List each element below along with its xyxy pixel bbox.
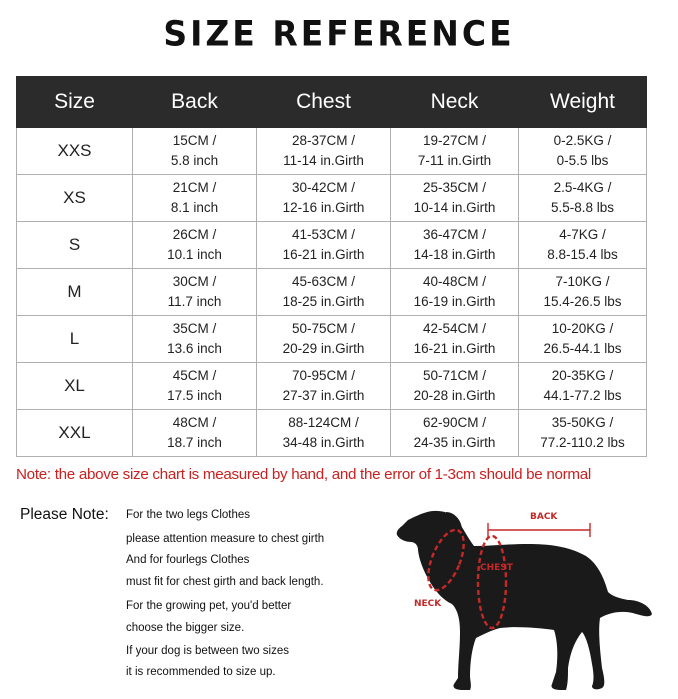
table-row (17, 363, 647, 410)
chest-cell-line: 27-37 in.Girth (282, 388, 365, 403)
back-cell-line: 8.1 inch (170, 200, 219, 215)
back-label: BACK (530, 512, 558, 522)
page-title: SIZE REFERENCE (163, 13, 515, 54)
weight-cell (519, 363, 647, 410)
neck-cell-line: 36-47CM / (422, 227, 487, 242)
weight-cell-line: 44.1-77.2 lbs (543, 388, 622, 403)
table-row (17, 128, 647, 175)
chest-cell-line: 88-124CM / (288, 415, 359, 430)
tip-line: must fit for chest girth and back length. (126, 576, 324, 588)
chest-cell-line: 28-37CM / (291, 133, 356, 148)
chest-cell-line: 18-25 in.Girth (282, 294, 365, 309)
back-cell-line: 26CM / (172, 227, 217, 242)
size-chart-table (16, 76, 647, 457)
neck-cell (391, 128, 519, 175)
back-cell-line: 35CM / (172, 321, 217, 336)
weight-cell-line: 15.4-26.5 lbs (543, 294, 622, 309)
back-cell (133, 175, 257, 222)
weight-cell (519, 175, 647, 222)
weight-cell-line: 2.5-4KG / (553, 180, 612, 195)
size-cell: XXS (17, 128, 133, 175)
weight-cell (519, 410, 647, 457)
back-cell-line: 48CM / (172, 415, 217, 430)
tip-line: For the growing pet, you'd better (126, 600, 292, 612)
tip-line: And for fourlegs Clothes (126, 554, 250, 566)
size-cell: XL (17, 363, 133, 410)
table-row (17, 269, 647, 316)
weight-cell-line: 10-20KG / (551, 321, 614, 336)
chest-cell-line: 34-48 in.Girth (282, 435, 365, 450)
tip-line: it is recommended to size up. (126, 666, 276, 678)
please-note-label: Please Note: (20, 506, 109, 523)
neck-cell (391, 269, 519, 316)
neck-cell-line: 14-18 in.Girth (413, 247, 496, 262)
back-cell-line: 45CM / (172, 368, 217, 383)
chest-cell-line: 30-42CM / (291, 180, 356, 195)
dog-measurement-diagram (388, 500, 658, 696)
back-cell-line: 30CM / (172, 274, 217, 289)
back-cell-line: 11.7 inch (167, 294, 222, 309)
neck-cell-line: 10-14 in.Girth (413, 200, 496, 215)
tip-line: please attention measure to chest girth (126, 533, 325, 545)
weight-cell (519, 128, 647, 175)
chest-cell (257, 128, 391, 175)
back-cell (133, 410, 257, 457)
measurement-note: Note: the above size chart is measured by hand, and the error of 1-3cm should be normal (16, 466, 591, 483)
neck-cell-line: 24-35 in.Girth (413, 435, 496, 450)
table-row (17, 222, 647, 269)
header-neck: Neck (391, 77, 519, 128)
chest-cell-line: 12-16 in.Girth (282, 200, 365, 215)
header-back: Back (133, 77, 257, 128)
back-cell (133, 269, 257, 316)
chest-cell-line: 70-95CM / (291, 368, 356, 383)
weight-cell-line: 4-7KG / (559, 227, 606, 242)
back-cell-line: 5.8 inch (170, 153, 219, 168)
weight-cell-line: 7-10KG / (555, 274, 610, 289)
neck-cell-line: 7-11 in.Girth (417, 153, 492, 168)
back-cell-line: 13.6 inch (167, 341, 222, 356)
weight-cell-line: 0-5.5 lbs (556, 153, 609, 168)
back-cell-line: 21CM / (172, 180, 217, 195)
weight-cell-line: 8.8-15.4 lbs (547, 247, 618, 262)
neck-cell (391, 316, 519, 363)
neck-cell-line: 20-28 in.Girth (413, 388, 496, 403)
back-cell-line: 18.7 inch (167, 435, 222, 450)
neck-cell-line: 62-90CM / (422, 415, 487, 430)
back-cell (133, 222, 257, 269)
chest-cell (257, 363, 391, 410)
back-cell (133, 363, 257, 410)
size-cell: M (17, 269, 133, 316)
chest-cell (257, 316, 391, 363)
chest-label: CHEST (480, 563, 513, 573)
chest-cell (257, 222, 391, 269)
chest-cell (257, 410, 391, 457)
weight-cell-line: 20-35KG / (551, 368, 614, 383)
chest-cell-line: 20-29 in.Girth (282, 341, 365, 356)
table-row (17, 410, 647, 457)
weight-cell (519, 316, 647, 363)
size-cell: S (17, 222, 133, 269)
weight-cell-line: 77.2-110.2 lbs (540, 435, 625, 450)
chest-cell-line: 16-21 in.Girth (282, 247, 365, 262)
neck-cell-line: 16-21 in.Girth (413, 341, 496, 356)
chest-cell-line: 50-75CM / (291, 321, 356, 336)
table-row (17, 175, 647, 222)
weight-cell (519, 222, 647, 269)
neck-cell-line: 16-19 in.Girth (413, 294, 496, 309)
chest-cell-line: 41-53CM / (291, 227, 356, 242)
weight-cell-line: 35-50KG / (551, 415, 614, 430)
tip-line: choose the bigger size. (126, 622, 245, 634)
chest-cell (257, 175, 391, 222)
neck-cell-line: 19-27CM / (422, 133, 487, 148)
chest-cell (257, 269, 391, 316)
neck-cell (391, 175, 519, 222)
size-cell: XXL (17, 410, 133, 457)
chest-cell-line: 11-14 in.Girth (283, 153, 364, 168)
tip-line: If your dog is between two sizes (126, 645, 289, 657)
weight-cell-line: 0-2.5KG / (553, 133, 612, 148)
chest-cell-line: 45-63CM / (291, 274, 356, 289)
neck-cell-line: 40-48CM / (422, 274, 487, 289)
size-cell: L (17, 316, 133, 363)
tip-line: For the two legs Clothes (126, 509, 251, 521)
neck-cell-line: 50-71CM / (422, 368, 487, 383)
header-size: Size (17, 77, 133, 128)
back-cell-line: 10.1 inch (167, 247, 222, 262)
neck-cell-line: 42-54CM / (422, 321, 487, 336)
neck-cell (391, 363, 519, 410)
back-cell-line: 17.5 inch (167, 388, 222, 403)
neck-cell (391, 410, 519, 457)
table-row (17, 316, 647, 363)
neck-cell-line: 25-35CM / (422, 180, 487, 195)
back-cell-line: 15CM / (172, 133, 217, 148)
back-cell (133, 316, 257, 363)
weight-cell-line: 26.5-44.1 lbs (543, 341, 622, 356)
table-body (17, 128, 647, 457)
table-header-row (17, 77, 647, 128)
header-chest: Chest (257, 77, 391, 128)
neck-cell (391, 222, 519, 269)
neck-label: NECK (414, 599, 442, 609)
back-cell (133, 128, 257, 175)
weight-cell-line: 5.5-8.8 lbs (550, 200, 615, 215)
size-cell: XS (17, 175, 133, 222)
header-weight: Weight (519, 77, 647, 128)
weight-cell (519, 269, 647, 316)
